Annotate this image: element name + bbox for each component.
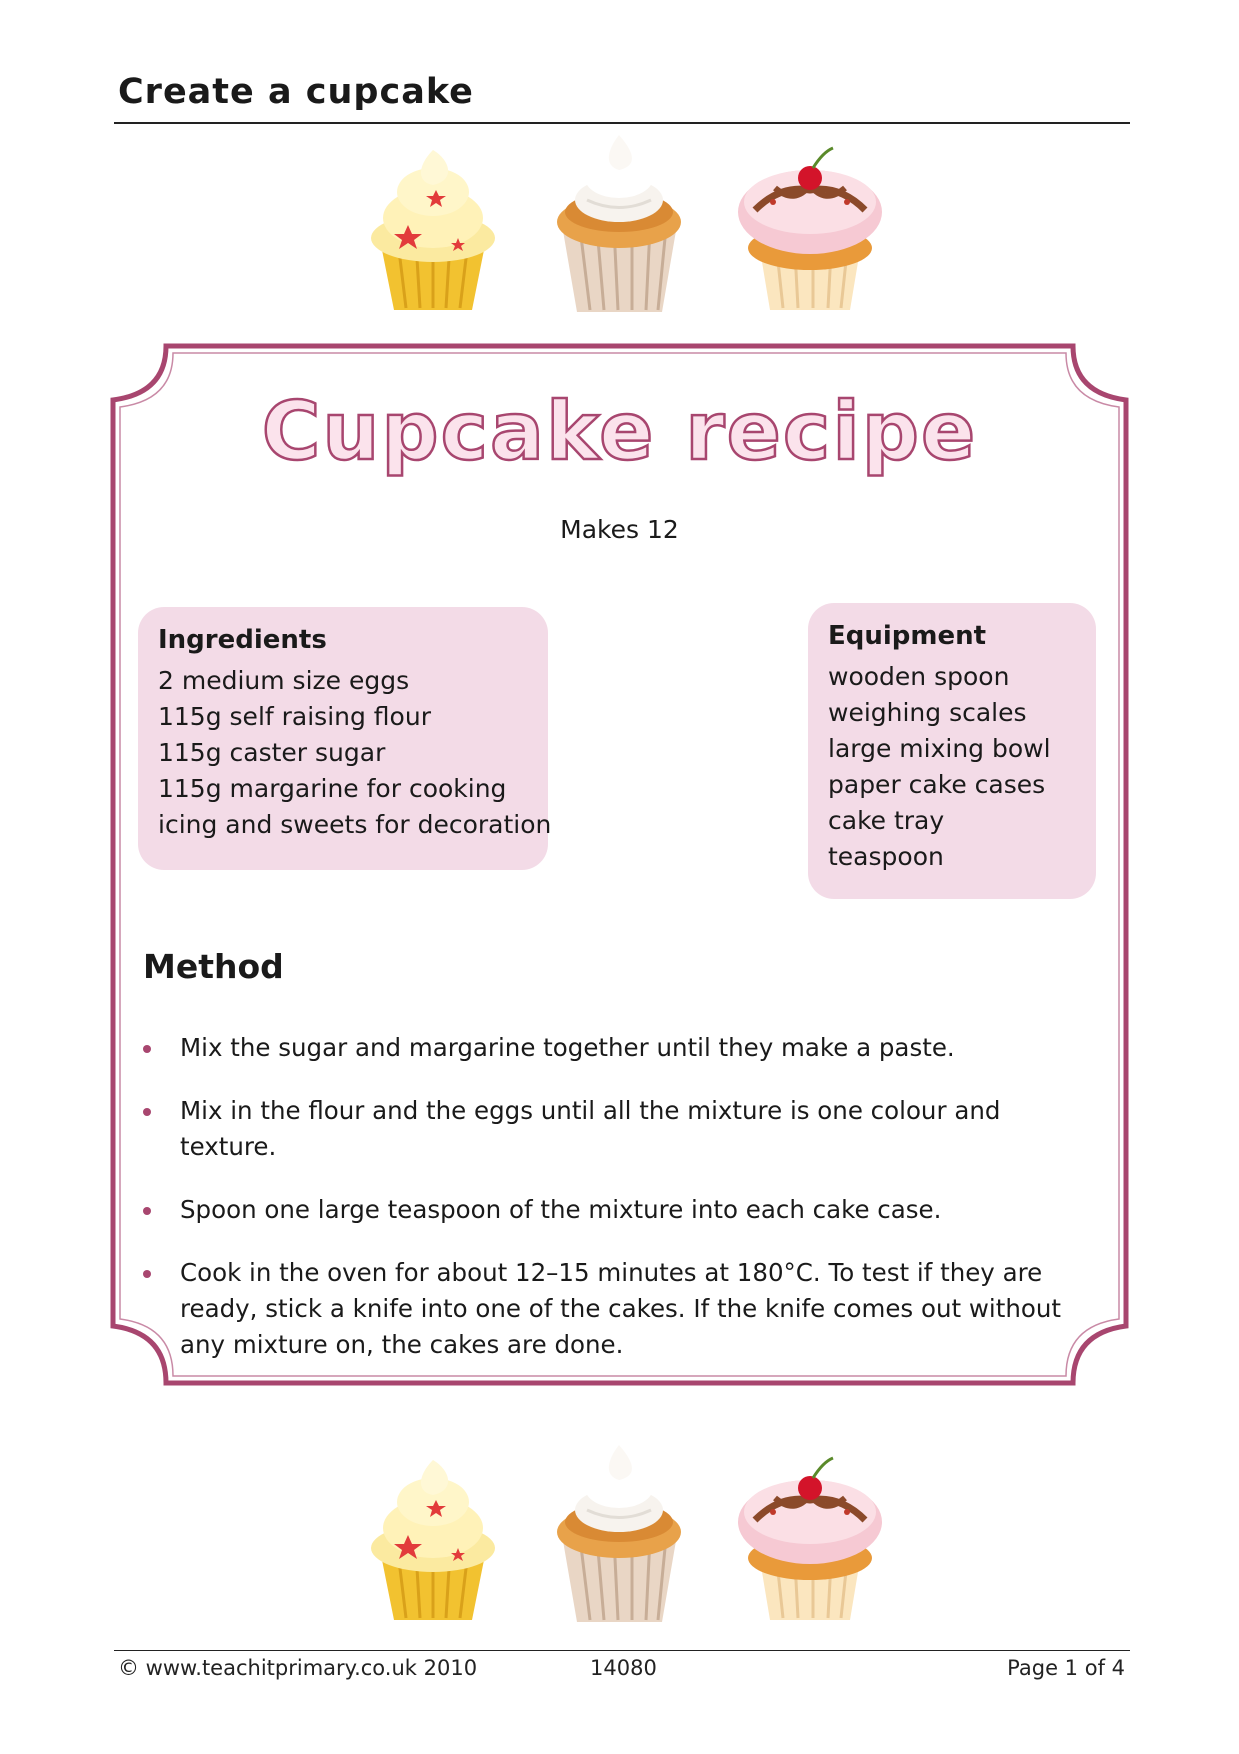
list-item: cake tray (828, 806, 945, 835)
method-step (140, 1093, 1100, 1165)
ingredients-box (138, 607, 552, 870)
servings-text: Makes 12 (560, 515, 679, 544)
method-step (140, 1255, 1100, 1363)
method-steps (140, 1030, 1100, 1390)
equipment-heading: Equipment (828, 621, 987, 651)
footer-divider (114, 1650, 1130, 1651)
equipment-box (808, 603, 1096, 899)
list-item: icing and sweets for decoration (158, 810, 552, 839)
cream-swirl-cupcake-icon (552, 1440, 687, 1625)
list-item: teaspoon (828, 842, 944, 871)
method-step (140, 1030, 1100, 1066)
list-item: 115g caster sugar (158, 738, 386, 767)
ingredients-heading: Ingredients (158, 625, 327, 655)
list-item: weighing scales (828, 698, 1027, 727)
method-step-text: Cook in the oven for about 12–15 minutes at 180°C. To test if they are ready, stick a knife into one of the cakes. If the knife comes out without any mixture on, the cakes are done. (180, 1258, 1061, 1359)
method-step (140, 1192, 1100, 1228)
recipe-title: Cupcake recipe (261, 385, 978, 478)
bullet-icon (143, 1045, 151, 1053)
equipment-list (828, 659, 1076, 875)
bullet-icon (143, 1108, 151, 1116)
list-item: wooden spoon (828, 662, 1010, 691)
bullet-icon (143, 1270, 151, 1278)
cupcake-row-bottom (0, 1440, 1239, 1630)
footer-copyright: © www.teachitprimary.co.uk 2010 (118, 1656, 478, 1680)
method-step-text: Mix in the flour and the eggs until all the mixture is one colour and texture. (180, 1096, 1001, 1161)
footer-code: 14080 (590, 1656, 657, 1680)
list-item: large mixing bowl (828, 734, 1051, 763)
method-heading: Method (143, 947, 284, 986)
bullet-icon (143, 1207, 151, 1215)
method-step-text: Mix the sugar and margarine together until they make a paste. (180, 1033, 955, 1062)
ingredients-list (158, 663, 552, 843)
list-item: 115g margarine for cooking (158, 774, 507, 803)
page-title: Create a cupcake (118, 72, 474, 112)
list-item: 2 medium size eggs (158, 666, 410, 695)
method-step-text: Spoon one large teaspoon of the mixture into each cake case. (180, 1195, 942, 1224)
list-item: 115g self raising flour (158, 702, 431, 731)
list-item: paper cake cases (828, 770, 1046, 799)
cherry-iced-cupcake-icon (735, 1440, 885, 1625)
footer-page-number: Page 1 of 4 (1007, 1656, 1125, 1680)
yellow-cupcake-with-stars-icon (368, 1440, 498, 1625)
